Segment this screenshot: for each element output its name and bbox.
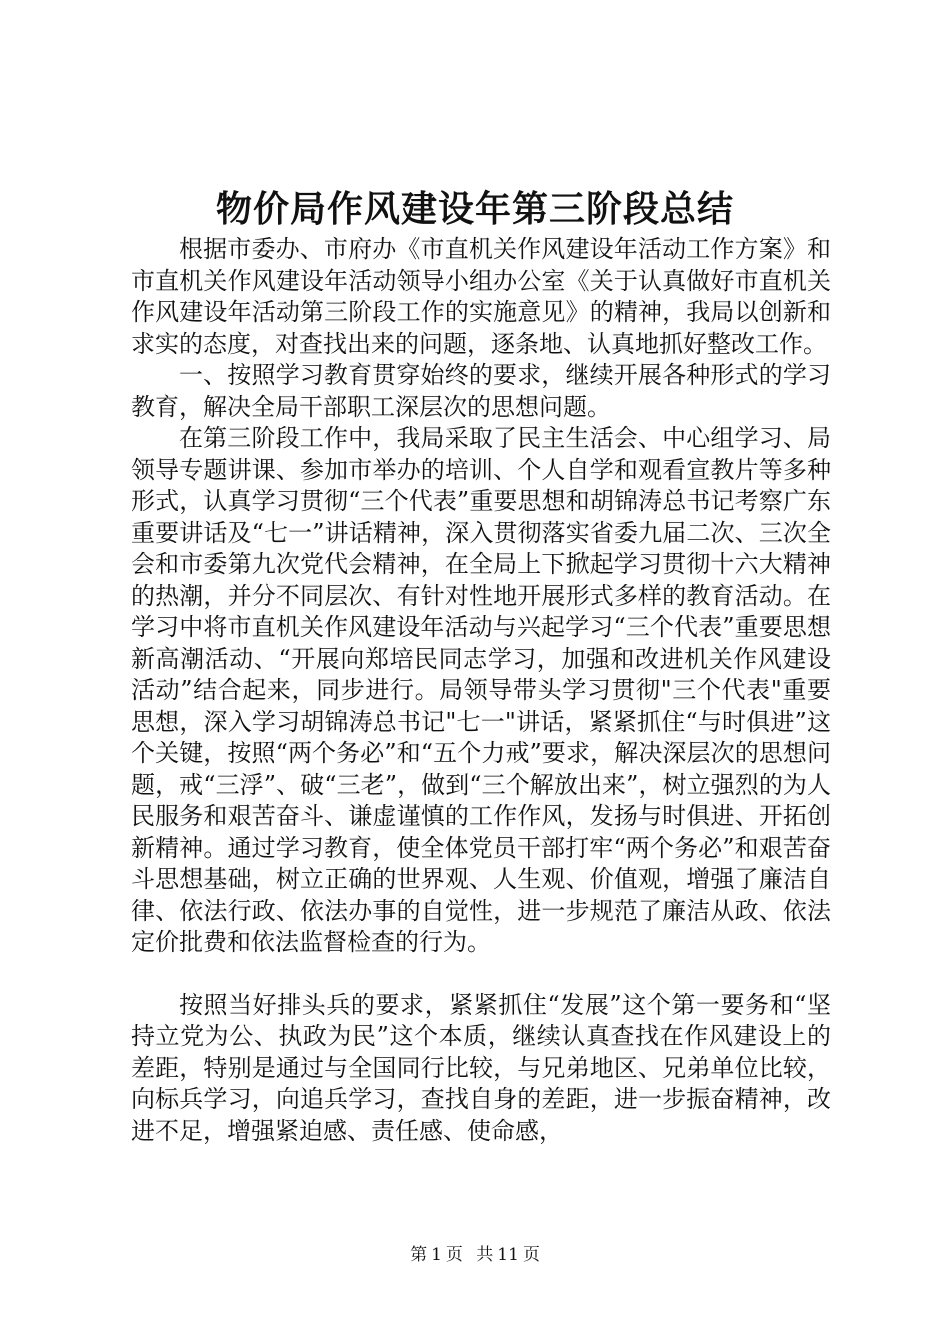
document-body [131,234,831,1147]
total-pages-indicator: 共 11 页 [476,1245,540,1265]
page-number: 1 [431,1245,442,1265]
page-indicator: 第 1 页 [410,1245,463,1265]
paragraph-intro: 根据市委办、市府办《市直机关作风建设年活动工作方案》和市直机关作风建设年活动领导小组办公室《关于认真做好市直机关作风建设年活动第三阶段工作的实施意见》的精神，我局以创新和求实的态度，对查找出来的问题，逐条地、认真地抓好整改工作。 [131,235,831,358]
paragraph-pioneer-requirements: 按照当好排头兵的要求，紧紧抓住“发展”这个第一要务和“坚持立党为公、执政为民”这个本质，继续认真查找在作风建设上的差距，特别是通过与全国同行比较，与兄弟地区、兄弟单位比较，向标兵学习，向追兵学习，查找自身的差距，进一步振奋精神，改进不足，增强紧迫感、责任感、使命感， [131,990,831,1145]
total-pages: 11 [497,1245,519,1265]
page-footer [0,1244,950,1266]
paragraph-study-activities: 在第三阶段工作中，我局采取了民主生活会、中心组学习、局领导专题讲课、参加市举办的培训、个人自学和观看宣教片等多种形式，认真学习贯彻“三个代表”重要思想和胡锦涛总书记考察广东重要讲话及“七一”讲话精神，深入贯彻落实省委九届二次、三次全会和市委第九次党代会精神，在全局上下掀起学习贯彻十六大精神的热潮，并分不同层次、有针对性地开展形式多样的教育活动。在学习中将市直机关作风建设年活动与兴起学习“三个代表”重要思想新高潮活动、“开展向郑培民同志学习，加强和改进机关作风建设活动”结合起来，同步进行。局领导带头学习贯彻"三个代表"重要思想，深入学习胡锦涛总书记"七一"讲话，紧紧抓住“与时俱进”这个关键，按照“两个务必”和“五个力戒”要求，解决深层次的思想问题，戒“三浮”、破“三老”，做到“三个解放出来”，树立强烈的为人民服务和艰苦奋斗、谦虚谨慎的工作作风，发扬与时俱进、开拓创新精神。通过学习教育，使全体党员干部打牢“两个务必”和艰苦奋斗思想基础，树立正确的世界观、人生观、价值观，增强了廉洁自律、依法行政、依法办事的自觉性，进一步规范了廉洁从政、依法定价批费和依法监督检查的行为。 [131,424,831,956]
paragraph-section-heading: 一、按照学习教育贯穿始终的要求，继续开展各种形式的学习教育，解决全局干部职工深层次的思想问题。 [131,361,831,421]
document-title: 物价局作风建设年第三阶段总结 [215,188,734,230]
